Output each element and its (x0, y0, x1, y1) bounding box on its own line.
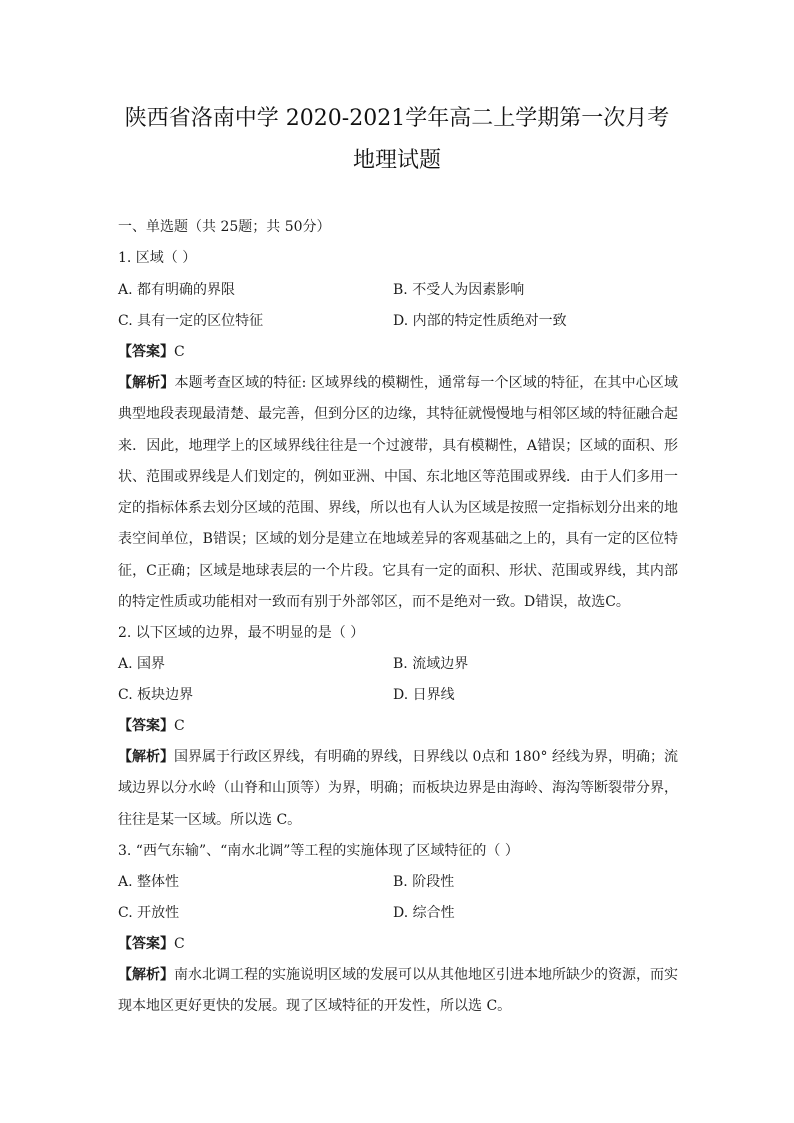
analysis-text: 国界属于行政区界线，有明确的界线，日界线以 0点和 180° 经线为界，明确；流域边界以分水岭（山脊和山顶等）为界，明确；而板块边界是由海岭、海沟等断裂带分界，往往是某一区域。所以选 C。 (118, 749, 679, 828)
answer-value: C (174, 936, 185, 952)
question-2-answer (118, 716, 185, 736)
question-3-option-b: B. 阶段性 (393, 874, 455, 890)
question-1-option-a: A. 都有明确的界限 (118, 282, 236, 298)
analysis-label: 【解析】 (118, 749, 175, 765)
question-1-option-d: D. 内部的特定性质绝对一致 (393, 313, 567, 329)
question-2-option-d: D. 日界线 (393, 687, 455, 703)
question-2-option-b: B. 流域边界 (393, 656, 469, 672)
question-3-option-d: D. 综合性 (393, 905, 455, 921)
question-3-analysis (118, 960, 678, 1023)
question-1-option-c: C. 具有一定的区位特征 (118, 313, 264, 329)
analysis-label: 【解析】 (118, 375, 175, 391)
document-subtitle: 地理试题 (352, 148, 441, 173)
answer-label: 【答案】 (118, 718, 174, 734)
question-3-option-c: C. 开放性 (118, 905, 180, 921)
answer-label: 【答案】 (118, 936, 174, 952)
analysis-text: 本题考查区域的特征: 区域界线的模糊性，通常每一个区域的特征，在其中心区域典型地段表现最清楚、最完善，但到分区的边缘，其特征就慢慢地与相邻区域的特征融合起来．因此，地理学上的区域界线往往是一个过渡带，具有模糊性，A错误；区域的面积、形状、范围或界线是人们划定的，例如亚洲、中国、东北地区等范围或界线．由于人们多用一定的指标体系去划分区域的范围、界线，所以也有人认为区域是按照一定指标划分出来的地表空间单位，B错误；区域的划分是建立在地域差异的客观基础之上的，具有一定的区位特征，C正确；区域是地球表层的一个片段。它具有一定的面积、形状、范围或界线，其内部的特定性质或功能相对一致而有别于外部邻区，而不是绝对一致。D错误，故选C。 (118, 375, 678, 611)
question-2-option-a: A. 国界 (118, 656, 166, 672)
document-title: 陕西省洛南中学 2020-2021学年高二上学期第一次月考 (124, 106, 670, 131)
question-1-option-b: B. 不受人为因素影响 (393, 282, 525, 298)
analysis-label: 【解析】 (118, 967, 174, 983)
question-2-option-c: C. 板块边界 (118, 687, 194, 703)
section-heading: 一、单选题（共 25题；共 50分） (118, 219, 331, 235)
answer-label: 【答案】 (118, 344, 174, 360)
question-3-answer (118, 934, 185, 954)
answer-value: C (174, 718, 185, 734)
question-2-analysis (118, 742, 678, 836)
question-1-stem: 1. 区域（ ） (118, 250, 197, 266)
question-1-answer (118, 342, 185, 362)
question-1-analysis (118, 368, 678, 618)
answer-value: C (174, 344, 185, 360)
question-2-stem: 2. 以下区域的边界，最不明显的是（ ） (118, 625, 365, 641)
question-3-option-a: A. 整体性 (118, 874, 180, 890)
analysis-text: 南水北调工程的实施说明区域的发展可以从其他地区引进本地所缺少的资源，而实现本地区更好更快的发展。现了区域特征的开发性，所以选 C。 (118, 967, 678, 1015)
question-3-stem: 3. “西气东输”、“南水北调”等工程的实施体现了区域特征的（ ） (118, 843, 519, 859)
